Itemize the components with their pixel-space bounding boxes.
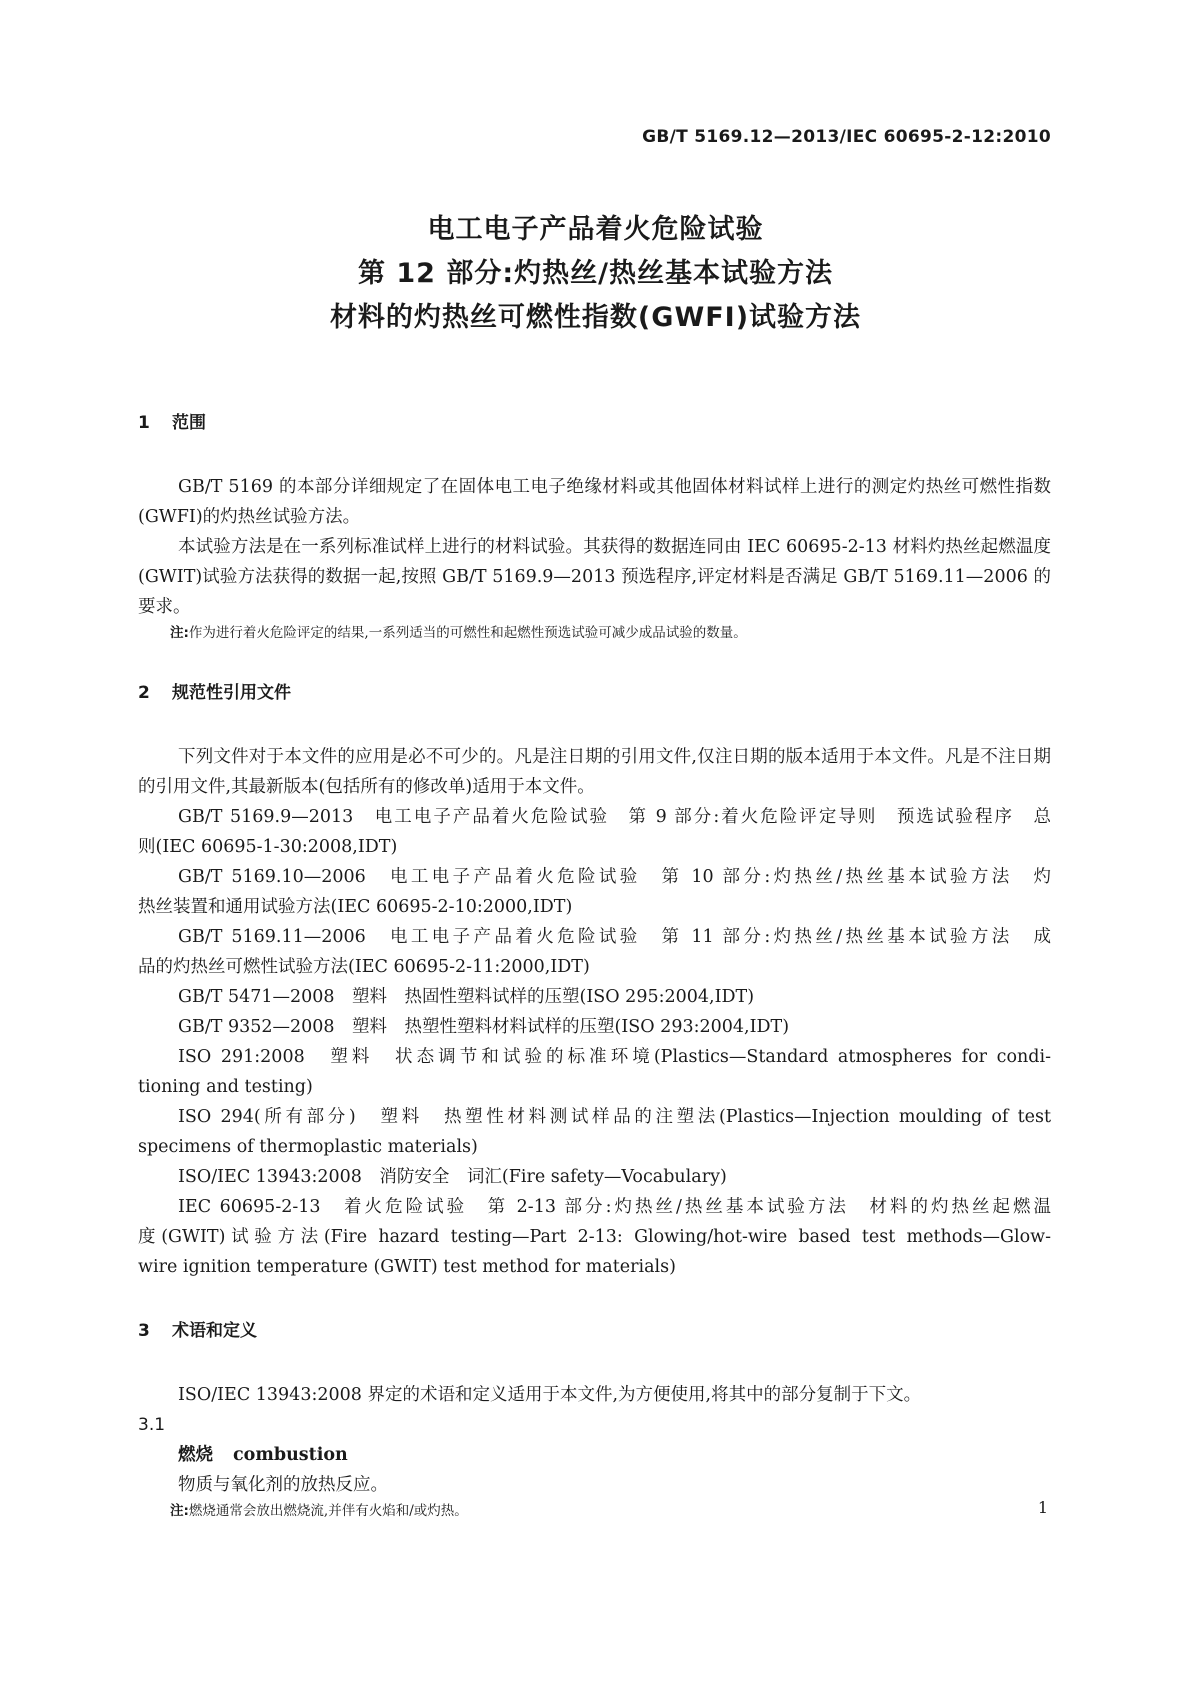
title-line-2: 第 12 部分:灼热丝/热丝基本试验方法 [357,258,834,289]
reference-item: GB/T 9352—2008 塑料 热塑性塑料材料试样的压塑(ISO 293:2004,IDT) [178,1017,790,1037]
reference-item-cont: 则(IEC 60695-1-30:2008,IDT) [138,837,398,857]
note-text: 燃烧通常会放出燃烧流,并伴有火焰和/或灼热。 [188,1503,468,1519]
note-label: 注: [170,1503,189,1519]
reference-item: GB/T 5169.11—2006 电工电子产品着火危险试验 第 11 部分:灼热丝/热丝基本试验方法 成 [178,927,1051,947]
reference-item: ISO 291:2008 塑料 状态调节和试验的标准环境(Plastics—Standard atmospheres for condi- [178,1047,1051,1067]
term-entry [138,1440,1051,1470]
reference-item: ISO/IEC 13943:2008 消防安全 词汇(Fire safety—Vocabulary) [178,1167,727,1187]
terms-intro: ISO/IEC 13943:2008 界定的术语和定义适用于本文件,为方便使用,将其中的部分复制于下文。 [178,1385,922,1405]
term-zh: 燃烧 [178,1445,213,1465]
section-1-heading [138,408,1051,434]
note-label: 注: [170,625,189,641]
scope-paragraph-2: 本试验方法是在一系列标准试样上进行的材料试验。其获得的数据连同由 IEC 60695-2-13 材料灼热丝起燃温度(GWIT)试验方法获得的数据一起,按照 GB/T 5169.9—2013 预选程序,评定材料是否满足 GB/T 5169.11—2006 的要求。 [138,537,1051,617]
reference-item: ISO 294(所有部分) 塑料 热塑性材料测试样品的注塑法(Plastics—Injection moulding of test [178,1107,1051,1127]
term-en: combustion [233,1445,348,1465]
standard-code: GB/T 5169.12—2013/IEC 60695-2-12:2010 [642,127,1051,147]
reference-item-cont: 品的灼热丝可燃性试验方法(IEC 60695-2-11:2000,IDT) [138,957,590,977]
reference-item: GB/T 5169.9—2013 电工电子产品着火危险试验 第 9 部分:着火危险评定导则 预选试验程序 总 [178,807,1051,827]
term-definition: 物质与氧化剂的放热反应。 [178,1475,388,1495]
references-intro: 下列文件对于本文件的应用是必不可少的。凡是注日期的引用文件,仅注日期的版本适用于本文件。凡是不注日期的引用文件,其最新版本(包括所有的修改单)适用于本文件。 [138,747,1051,797]
section-title: 术语和定义 [172,1321,257,1341]
title-line-1: 电工电子产品着火危险试验 [427,214,764,245]
reference-item: IEC 60695-2-13 着火危险试验 第 2-13 部分:灼热丝/热丝基本试验方法 材料的灼热丝起燃温 [178,1197,1051,1217]
section-2-heading [138,678,1051,704]
term-note [138,1500,1051,1522]
reference-item-cont: specimens of thermoplastic materials) [138,1137,478,1157]
section-3-heading [138,1316,1051,1342]
page-number: 1 [1037,1498,1048,1517]
section-number: 2 [138,683,150,703]
section-number: 1 [138,413,150,433]
section-title: 范围 [172,413,206,433]
term-number: 3.1 [138,1415,166,1435]
scope-paragraph-1: GB/T 5169 的本部分详细规定了在固体电工电子绝缘材料或其他固体材料试样上进行的测定灼热丝可燃性指数(GWFI)的灼热丝试验方法。 [138,477,1051,527]
section-number: 3 [138,1321,150,1341]
scope-note [138,622,1051,644]
title-line-3: 材料的灼热丝可燃性指数(GWFI)试验方法 [329,302,862,333]
document-body [138,408,1051,1522]
reference-item: GB/T 5471—2008 塑料 热固性塑料试样的压塑(ISO 295:2004,IDT) [178,987,755,1007]
reference-item-cont: 度(GWIT)试验方法(Fire hazard testing—Part 2-13: Glowing/hot-wire based test methods—Glow- [138,1227,1051,1247]
reference-item: GB/T 5169.10—2006 电工电子产品着火危险试验 第 10 部分:灼热丝/热丝基本试验方法 灼 [178,867,1051,887]
section-title: 规范性引用文件 [172,683,291,703]
reference-item-cont: wire ignition temperature (GWIT) test method for materials) [138,1257,676,1277]
reference-item-cont: tioning and testing) [138,1077,313,1097]
document-title [0,208,1191,340]
note-text: 作为进行着火危险评定的结果,一系列适当的可燃性和起燃性预选试验可减少成品试验的数量。 [188,625,747,641]
reference-item-cont: 热丝装置和通用试验方法(IEC 60695-2-10:2000,IDT) [138,897,573,917]
